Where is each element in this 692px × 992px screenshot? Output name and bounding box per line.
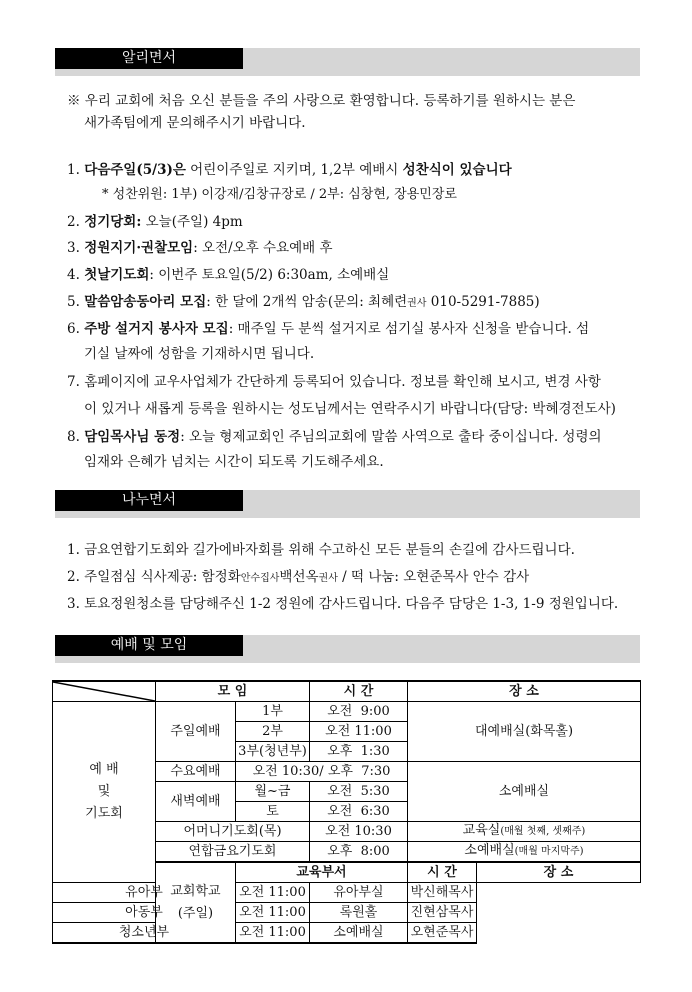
item-text: : 오늘 형제교회인 주님의교회에 말씀 사역으로 출타 중이십니다. 성령의 [180, 429, 602, 445]
mothers-prayer-place [408, 822, 641, 842]
friday-prayer-place [408, 842, 641, 863]
schedule-section-title: 예배 및 모임 [55, 635, 243, 656]
item-text: : 매주일 두 분씩 설거지로 섬기실 봉사자 신청을 받습니다. 섬 [228, 321, 590, 337]
title-suffix: 권사 [407, 298, 427, 309]
department-name: 유아부 [53, 883, 236, 903]
mothers-prayer-label: 어머니기도회(목) [156, 822, 310, 842]
item-bold-2: 성찬식이 있습니다 [402, 162, 512, 178]
department-time: 오전 11:00 [236, 883, 310, 903]
department-staff: 오현준목사 [408, 923, 477, 944]
small-chapel-place: 소예배실 [408, 762, 641, 822]
header-time: 시 간 [310, 681, 408, 702]
share-section-header [55, 490, 640, 518]
table-row [53, 883, 641, 903]
group-worship-text: 예 배 및 기도회 [85, 762, 123, 821]
service-part: 토 [236, 802, 310, 822]
item-text-2: 010-5291-7885) [426, 294, 540, 310]
place-note: (매월 첫째, 셋째주) [500, 826, 586, 837]
notice-item-8-cont: 임재와 은혜가 넘치는 시간이 되도록 기도해주세요. [84, 454, 384, 470]
service-time: 오전 6:30 [310, 802, 408, 822]
item-text: : 한 달에 2개씩 암송(문의: 최혜련 [206, 294, 408, 310]
service-time: 오후 1:30 [310, 742, 408, 762]
department-staff: 박신해목사 [408, 883, 477, 903]
diagonal-header-cell [53, 681, 156, 702]
table-row [53, 923, 641, 944]
share-item-3: 3. 토요정원청소를 담당해주신 1-2 정원에 감사드립니다. 다음주 담당은 1-3, 1-9 정원입니다. [67, 596, 619, 612]
item-bold: 정기당회: [84, 214, 142, 230]
item-number: 1. [67, 162, 80, 178]
title-suffix: 안수집사 [240, 573, 280, 584]
item-text: 오늘(주일) 4pm [141, 214, 243, 230]
welcome-line-2: 새가족팀에게 문의해주시기 바랍니다. [84, 115, 306, 131]
item-number: 2. [67, 214, 80, 230]
department-staff: 진현삼목사 [408, 903, 477, 923]
department-place: 록원홀 [310, 903, 408, 923]
item-bold: 정원지기·권찰모임 [84, 240, 194, 256]
group-school-text: 교회학교 (주일) [170, 883, 221, 921]
notice-item-8 [67, 427, 602, 447]
item-number: 3. [67, 240, 80, 256]
notice-item-1-sub: * 성찬위원: 1부) 이강재/김창규장로 / 2부: 심창현, 장용민장로 [102, 187, 457, 202]
place-name: 교육실 [462, 823, 501, 838]
table-row [53, 681, 641, 702]
welcome-line-1: ※ 우리 교회에 처음 오신 분들을 주의 사랑으로 환영합니다. 등록하기를 원하시는 분은 [67, 93, 576, 109]
notice-section-title: 알리면서 [55, 48, 243, 69]
sunday-place: 대예배실(화목홀) [408, 702, 641, 762]
department-name: 청소년부 [53, 923, 236, 944]
table-row [53, 903, 641, 923]
header-time-2: 시 간 [408, 862, 477, 883]
notice-item-6 [67, 319, 589, 339]
notice-item-4 [67, 265, 389, 285]
service-time: 오전 11:00 [310, 722, 408, 742]
dawn-worship-label: 새벽예배 [156, 782, 236, 822]
notice-item-1 [67, 160, 512, 180]
item-bold: 담임목사님 동정 [84, 429, 181, 445]
department-place: 유아부실 [310, 883, 408, 903]
schedule-table [52, 680, 641, 944]
wednesday-worship-label: 수요예배 [156, 762, 236, 782]
header-department: 교육부서 [236, 862, 408, 883]
place-note: (매월 마지막주) [514, 846, 584, 857]
group-worship-label [53, 702, 156, 883]
service-part: 1부 [236, 702, 310, 722]
notice-section-header [55, 48, 640, 76]
item-number: 8. [67, 429, 80, 445]
department-place: 소예배실 [310, 923, 408, 944]
item-number: 7. [67, 374, 80, 390]
header-meeting: 모 임 [156, 681, 310, 702]
item-number: 4. [67, 267, 80, 283]
notice-item-6-cont: 기실 날짜에 성함을 기재하시면 됩니다. [84, 346, 315, 362]
share-section-title: 나누면서 [55, 490, 243, 511]
department-name: 아동부 [53, 903, 236, 923]
item-bold: 주방 설거지 봉사자 모집 [84, 321, 229, 337]
item-number: 6. [67, 321, 80, 337]
item-text: 홈페이지에 교우사업체가 간단하게 등록되어 있습니다. 정보를 확인해 보시고, 변경 사항 [84, 374, 601, 390]
friday-prayer-label: 연합금요기도회 [156, 842, 310, 863]
item-number: 5. [67, 294, 80, 310]
department-time: 오전 11:00 [236, 923, 310, 944]
header-place-2: 장 소 [477, 862, 641, 883]
mothers-prayer-time: 오전 10:30 [310, 822, 408, 842]
wednesday-time: 오전 10:30/ 오후 7:30 [236, 762, 408, 782]
service-part: 3부(청년부) [236, 742, 310, 762]
item-text: : 이번주 토요일(5/2) 6:30am, 소예배실 [149, 267, 390, 283]
service-time: 오전 5:30 [310, 782, 408, 802]
item-text: : 오전/오후 수요예배 후 [193, 240, 333, 256]
share-item-1: 1. 금요연합기도회와 길가에바자회를 위해 수고하신 모든 분들의 손길에 감사드립니다. [67, 542, 575, 558]
service-time: 오전 9:00 [310, 702, 408, 722]
notice-item-7 [67, 372, 601, 392]
share-item-name: 백선옥 [279, 569, 319, 585]
item-bold: 말씀암송동아리 모집 [84, 294, 207, 310]
notice-item-7-cont: 이 있거나 새롭게 등록을 원하시는 성도님께서는 연락주시기 바랍니다(담당: 박혜경전도사) [84, 401, 616, 417]
friday-prayer-time: 오후 8:00 [310, 842, 408, 863]
notice-item-2 [67, 212, 243, 232]
schedule-section-header [55, 635, 640, 663]
service-part: 2부 [236, 722, 310, 742]
table-row [53, 702, 641, 722]
notice-item-3 [67, 238, 333, 258]
item-bold: 다음주일(5/3)은 [84, 162, 186, 178]
share-item-text: 2. 주일점심 식사제공: 함정화 [67, 569, 241, 585]
header-place: 장 소 [408, 681, 641, 702]
title-suffix: 권사 [318, 573, 338, 584]
department-time: 오전 11:00 [236, 903, 310, 923]
item-bold: 첫날기도회 [84, 267, 150, 283]
item-text: 어린이주일로 지키며, 1,2부 예배시 [185, 162, 403, 178]
share-item-2 [67, 567, 529, 589]
sunday-worship-label: 주일예배 [156, 702, 236, 762]
service-part: 월~금 [236, 782, 310, 802]
place-name: 소예배실 [464, 843, 515, 858]
share-item-text-2: / 떡 나눔: 오현준목사 안수 감사 [337, 569, 530, 585]
notice-item-5 [67, 292, 540, 314]
